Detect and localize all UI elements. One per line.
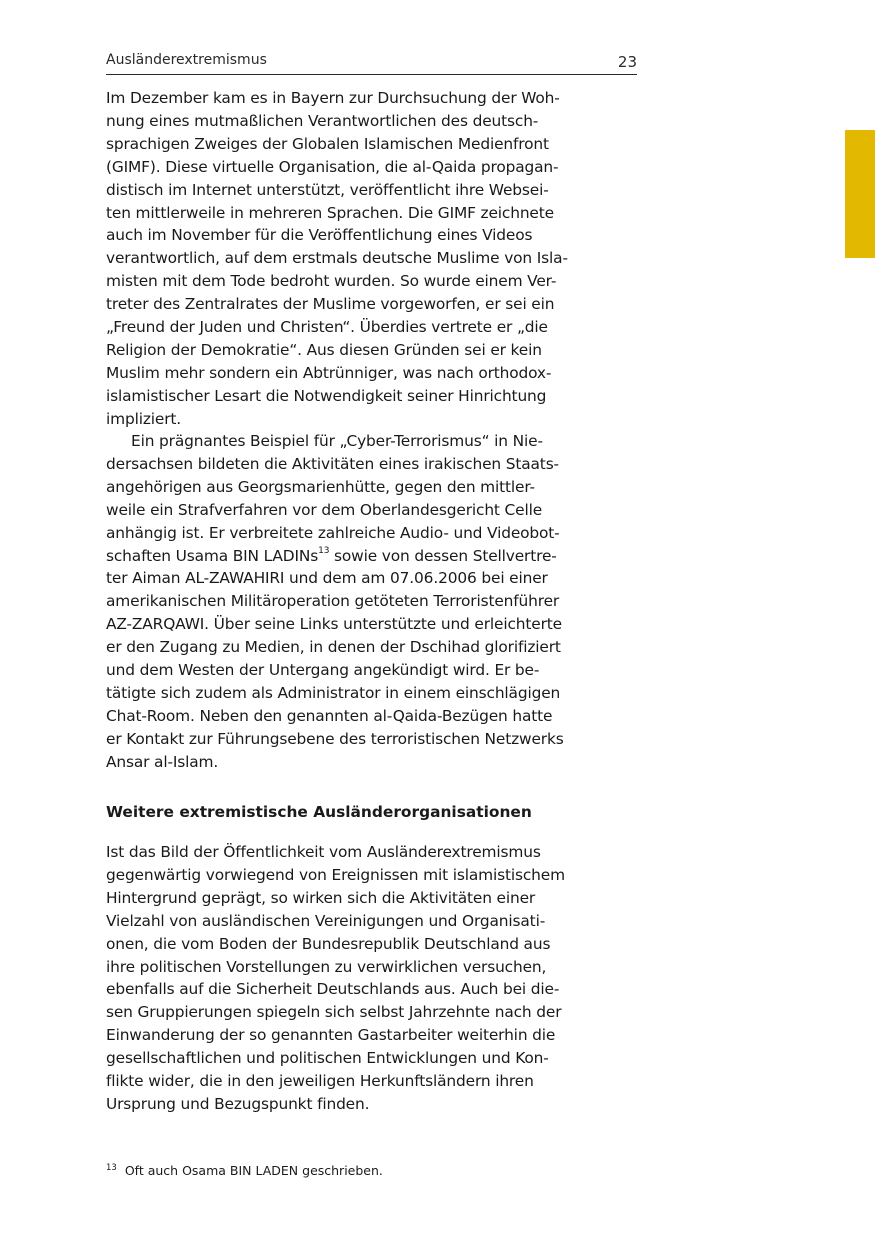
text-line: ten mittlerweile in mehreren Sprachen. Die GIMF zeichnete bbox=[106, 203, 554, 222]
text-line: gegenwärtig vorwiegend von Ereignissen mit islamistischem bbox=[106, 865, 565, 884]
text-line: misten mit dem Tode bedroht wurden. So wurde einem Ver- bbox=[106, 272, 557, 291]
section-heading: Weitere extremistische Ausländerorganisationen bbox=[106, 803, 532, 821]
text-line: weile ein Strafverfahren vor dem Oberlandesgericht Celle bbox=[106, 500, 543, 519]
text-line: verantwortlich, auf dem erstmals deutsche Muslime von Isla- bbox=[106, 249, 568, 268]
text-line: „Freund der Juden und Christen“. Überdies vertrete er „die bbox=[106, 318, 548, 337]
text-line: Religion der Demokratie“. Aus diesen Gründen sei er kein bbox=[106, 340, 542, 359]
paragraph-1 bbox=[106, 87, 637, 431]
paragraph-3 bbox=[106, 841, 637, 1116]
chapter-tab-marker bbox=[845, 130, 875, 258]
text-line: er Kontakt zur Führungsebene des terroristischen Netzwerks bbox=[106, 729, 564, 748]
footnote-reference[interactable]: 13 bbox=[318, 546, 330, 557]
footnote-text: Oft auch Osama BIN LADEN geschrieben. bbox=[124, 1163, 383, 1179]
text-line: amerikanischen Militäroperation getöteten Terroristenführer bbox=[106, 592, 560, 611]
text-line: islamistischer Lesart die Notwendigkeit seiner Hinrichtung bbox=[106, 386, 547, 405]
text-line: Muslim mehr sondern ein Abtrünniger, was nach orthodox- bbox=[106, 363, 552, 382]
text-line: Im Dezember kam es in Bayern zur Durchsuchung der Woh- bbox=[106, 89, 560, 107]
text-segment: schaften Usama BIN LADINs bbox=[106, 546, 319, 565]
text-line: und dem Westen der Untergang angekündigt wird. Er be- bbox=[106, 661, 540, 680]
text-line: ebenfalls auf die Sicherheit Deutschlands aus. Auch bei die- bbox=[106, 980, 560, 999]
text-line: ihre politischen Vorstellungen zu verwirklichen versuchen, bbox=[106, 957, 547, 976]
text-line: Hintergrund geprägt, so wirken sich die Aktivitäten einer bbox=[106, 888, 536, 907]
footnote bbox=[106, 1163, 383, 1178]
text-line: Vielzahl von ausländischen Vereinigungen und Organisati- bbox=[106, 911, 546, 930]
text-line: (GIMF). Diese virtuelle Organisation, die al-Qaida propagan- bbox=[106, 157, 559, 176]
text-line: sen Gruppierungen spiegeln sich selbst Jahrzehnte nach der bbox=[106, 1003, 562, 1022]
paragraph-2 bbox=[106, 430, 637, 774]
text-line: distisch im Internet unterstützt, veröffentlicht ihre Websei- bbox=[106, 180, 549, 199]
text-line: gesellschaftlichen und politischen Entwicklungen und Kon- bbox=[106, 1049, 549, 1068]
text-line: AZ-ZARQAWI. Über seine Links unterstützte und erleichterte bbox=[106, 615, 562, 634]
text-line: Ein prägnantes Beispiel für „Cyber-Terrorismus“ in Nie- bbox=[131, 432, 543, 450]
text-segment: sowie von dessen Stellvertre- bbox=[329, 546, 557, 565]
text-line: tätigte sich zudem als Administrator in einem einschlägigen bbox=[106, 683, 561, 702]
page-number: 23 bbox=[617, 53, 637, 71]
text-line: anhängig ist. Er verbreitete zahlreiche Audio- und Videobot- bbox=[106, 523, 560, 542]
text-line: er den Zugang zu Medien, in denen der Dschihad glorifiziert bbox=[106, 638, 561, 657]
text-line: dersachsen bildeten die Aktivitäten eines irakischen Staats- bbox=[106, 454, 559, 473]
running-header bbox=[106, 52, 637, 75]
text-line: treter des Zentralrates der Muslime vorgeworfen, er sei ein bbox=[106, 295, 555, 314]
text-line: ter Aiman AL-ZAWAHIRI und dem am 07.06.2006 bei einer bbox=[106, 569, 548, 588]
text-line: Ansar al-Islam. bbox=[106, 752, 219, 771]
text-line: nung eines mutmaßlichen Verantwortlichen des deutsch- bbox=[106, 111, 539, 130]
text-line: impliziert. bbox=[106, 409, 182, 428]
text-line: Ist das Bild der Öffentlichkeit vom Ausländerextremismus bbox=[106, 843, 541, 861]
text-line: onen, die vom Boden der Bundesrepublik Deutschland aus bbox=[106, 934, 551, 953]
text-line bbox=[106, 545, 637, 568]
text-line: auch im November für die Veröffentlichung eines Videos bbox=[106, 226, 533, 245]
text-line: flikte wider, die in den jeweiligen Herkunftsländern ihren bbox=[106, 1072, 534, 1091]
chapter-title: Ausländerextremismus bbox=[106, 52, 267, 68]
footnote-mark: 13 bbox=[106, 1163, 117, 1173]
text-line: Einwanderung der so genannten Gastarbeiter weiterhin die bbox=[106, 1026, 556, 1045]
text-line: angehörigen aus Georgsmarienhütte, gegen den mittler- bbox=[106, 477, 535, 496]
text-line: Chat-Room. Neben den genannten al-Qaida-Bezügen hatte bbox=[106, 706, 553, 725]
text-line: sprachigen Zweiges der Globalen Islamischen Medienfront bbox=[106, 134, 549, 153]
text-line: Ursprung und Bezugspunkt finden. bbox=[106, 1094, 370, 1113]
